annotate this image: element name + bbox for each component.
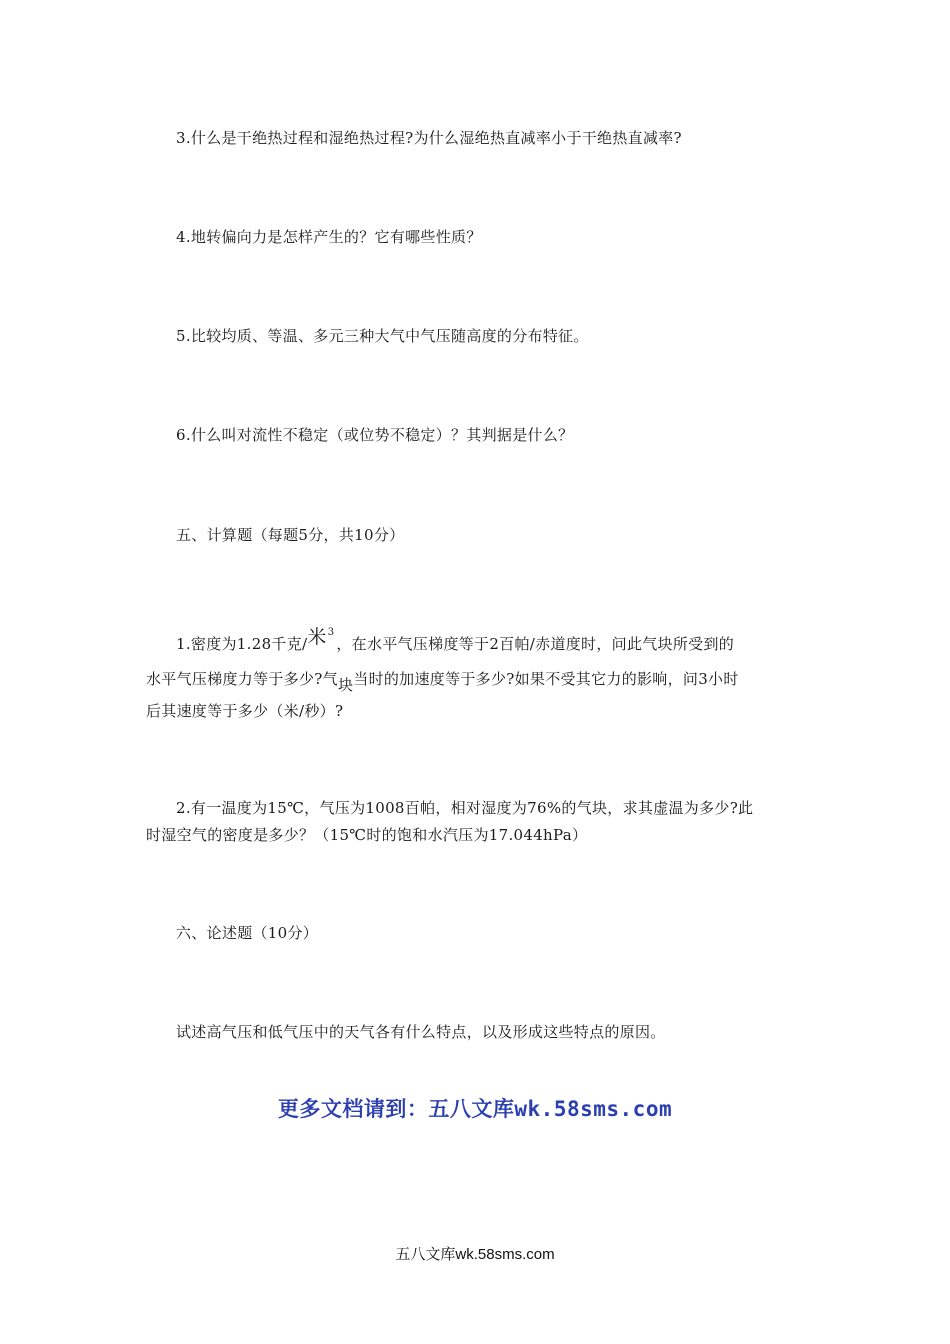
calc-question-1-line-3: 后其速度等于多少（米/秒）? bbox=[146, 702, 344, 720]
calc-q1-text-b: ，在水平气压梯度等于2百帕/赤道度时，问此气块所受到的 bbox=[336, 635, 735, 653]
question-6: 6.什么叫对流性不稳定（或位势不稳定）？其判据是什么？ bbox=[176, 426, 574, 444]
page-footer: 五八文库wk.58sms.com bbox=[395, 1246, 555, 1263]
section-5-heading: 五、计算题（每题5分，共10分） bbox=[176, 526, 405, 544]
calc-q1-shifted-char: 块 bbox=[337, 676, 354, 694]
calc-question-2-line-2: 时湿空气的密度是多少？（15℃时的饱和水汽压为17.044hPa） bbox=[146, 826, 588, 844]
promo-link[interactable]: 更多文档请到：五八文库wk.58sms.com bbox=[277, 1097, 673, 1121]
calc-question-1-line-1 bbox=[176, 626, 735, 658]
section-6-heading: 六、论述题（10分） bbox=[176, 924, 319, 942]
calc-q1-text-a: 1.密度为1.28千克/ bbox=[176, 635, 308, 653]
calc-question-1-line-2 bbox=[146, 668, 739, 694]
calc-q1-text-d: 当时的加速度等于多少?如果不受其它力的影响，问3小时 bbox=[353, 670, 739, 688]
question-4: 4.地转偏向力是怎样产生的？它有哪些性质？ bbox=[176, 228, 482, 246]
calc-question-2-line-1: 2.有一温度为15℃，气压为1008百帕，相对湿度为76%的气块，求其虚温为多少?此 bbox=[176, 799, 754, 817]
calc-q1-text-c: 水平气压梯度力等于多少?气 bbox=[146, 670, 338, 688]
question-3: 3.什么是干绝热过程和湿绝热过程?为什么湿绝热直减率小于干绝热直减率? bbox=[176, 129, 682, 147]
question-5: 5.比较均质、等温、多元三种大气中气压随高度的分布特征。 bbox=[176, 327, 589, 345]
unit-meter: 米 bbox=[307, 626, 327, 648]
unit-exponent: 3 bbox=[327, 627, 335, 638]
essay-question: 试述高气压和低气压中的天气各有什么特点，以及形成这些特点的原因。 bbox=[176, 1023, 666, 1041]
